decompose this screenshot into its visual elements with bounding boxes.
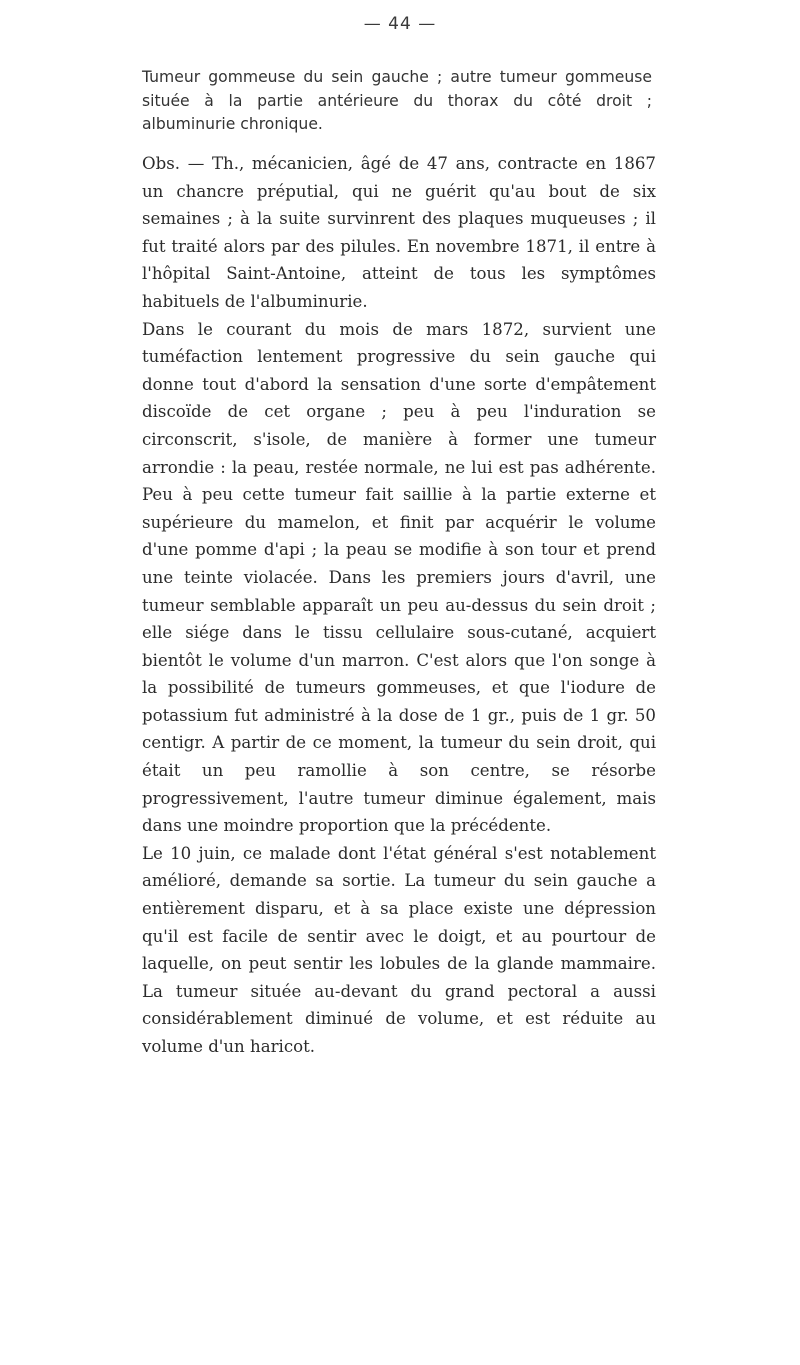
- observation-body: [142, 150, 656, 1061]
- page-number: — 44 —: [363, 14, 437, 34]
- paragraph-observation: Obs. — Th., mécanicien, âgé de 47 ans, contracte en 1867 un chancre préputial, qui ne guérit qu'au bout de six semaines ; à la suite survinrent des plaques muqueuses ; il fut traité alors par des pilules. En novembre 1871, il entre à l'hôpital Saint-Antoine, atteint de tous les symptômes habituels de l'albuminurie.: [142, 154, 656, 311]
- paragraph-march-1872: Dans le courant du mois de mars 1872, survient une tuméfaction lentement progressive du sein gauche qui donne tout d'abord la sensation d'une sorte d'empâtement discoïde de cet organe ; peu à peu l'induration se circonscrit, s'isole, de manière à former une tumeur arrondie : la peau, restée normale, ne lui est pas adhérente. Peu à peu cette tumeur fait saillie à la partie externe et supérieure du mamelon, et finit par acquérir le volume d'une pomme d'api ; la peau se modifie à son tour et prend une teinte violacée. Dans les premiers jours d'avril, une tumeur semblable apparaît un peu au-dessus du sein droit ; elle siége dans le tissu cellulaire sous-cutané, acquiert bientôt le volume d'un marron. C'est alors que l'on songe à la possibilité de tumeurs gommeuses, et que l'iodure de potassium fut administré à la dose de 1 gr., puis de 1 gr. 50 centigr. A partir de ce moment, la tumeur du sein droit, qui était un peu ramollie à son centre, se résorbe progressivement, l'autre tumeur diminue également, mais dans une moindre proportion que la précédente.: [142, 319, 656, 836]
- paragraph-june-10: Le 10 juin, ce malade dont l'état général s'est notablement amélioré, demande sa sortie. La tumeur du sein gauche a entièrement disparu, et à sa place existe une dépression qu'il est facile de sentir avec le doigt, et au pourtour de laquelle, on peut sentir les lobules de la glande mammaire. La tumeur située au-devant du grand pectoral a aussi considérablement diminué de volume, et est réduite au volume d'un haricot.: [142, 843, 656, 1056]
- case-summary: Tumeur gommeuse du sein gauche ; autre tumeur gommeuse située à la partie antérieure du thorax du côté droit ; albuminurie chronique.: [142, 68, 652, 133]
